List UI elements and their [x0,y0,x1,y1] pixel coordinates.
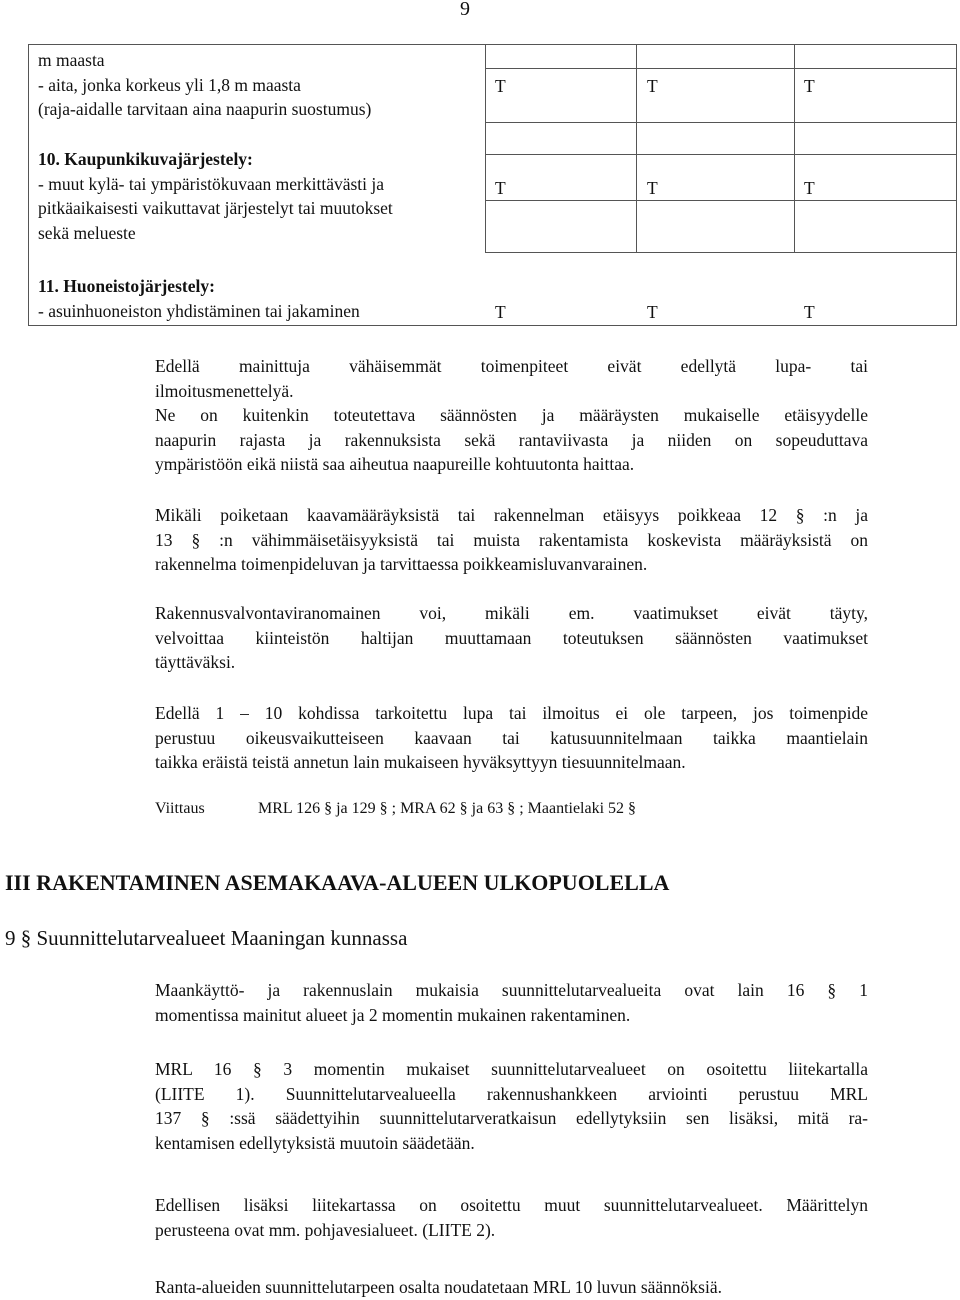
row3-line: - asuinhuoneiston yhdistäminen tai jakaminen [38,300,360,321]
p4-line-1: Rakennusvalvontaviranomainen voi, mikäli em. vaatimukset eivät täyty, [155,603,868,623]
row2-title: 10. Kaupunkikuvajärjestely: [38,149,253,169]
p2-line-1: Ne on kuitenkin toteutettava säännösten ja määräysten mukaiselle etäisyydelle [155,405,868,425]
paragraph-deviation [155,503,868,577]
s4-line: Ranta-alueiden suunnittelutarpeen osalta noudatetaan MRL 10 luvun säännöksiä. [155,1277,722,1297]
paragraph-appendix-1 [155,1057,868,1155]
section-heading: III RAKENTAMINEN ASEMAKAAVA-ALUEEN ULKOPUOLELLA [5,870,670,895]
row2-mark-1: T [495,178,506,198]
row1-mark-1: T [495,76,506,96]
row3-mark-3: T [804,302,815,322]
row2-mark-2: T [647,178,658,198]
paragraph-exemption [155,701,868,775]
row1-mark-2: T [647,76,658,96]
row2-line-1: - muut kylä- tai ympäristökuvaan merkittävästi ja [38,173,385,194]
paragraph-appendix-2 [155,1193,868,1242]
s3-line-2: perusteena ovat mm. pohjavesialueet. (LIITE 2). [155,1219,496,1240]
row3-mark-2: T [647,302,658,322]
s2-line-2: (LIITE 1). Suunnittelutarvealueella rakennushankkeen arviointi perustuu MRL [155,1083,868,1104]
row1-mark-3: T [804,76,815,96]
row2-line-3: sekä melueste [38,222,136,243]
p1-line-1: Edellä mainittuja vähäisemmät toimenpiteet eivät edellytä lupa- tai [155,356,868,376]
row3-mark-1: T [495,302,506,322]
row3-text [38,274,360,323]
s2-line-4: kentamisen edellytyksistä muutoin säädetään. [155,1132,475,1153]
subsection-heading: 9 § Suunnittelutarvealueet Maaningan kunnassa [5,926,408,950]
row1-line-1: m maasta [38,50,105,70]
row1-line-3: (raja-aidalle tarvitaan aina naapurin suostumus) [38,99,372,119]
row2-text [38,147,393,245]
p5-line-2: perustuu oikeusvaikutteiseen kaavaan tai katusuunnitelmaan taikka maantielain [155,727,868,748]
s2-line-1: MRL 16 § 3 momentin mukaiset suunnittelutarvealueet on osoitettu liitekartalla [155,1059,868,1079]
p3-line-2: 13 § :n vähimmäisetäisyyksistä tai muista rakentamista koskevista määräyksistä on [155,529,868,550]
p1-line-2: ilmoitusmenettelyä. [155,380,294,401]
reference-label: Viittaus [155,800,205,817]
row2-mark-3: T [804,178,815,198]
row2-line-2: pitkäaikaisesti vaikuttavat järjestelyt tai muutokset [38,198,393,218]
s2-line-3: 137 § :ssä säädettyihin suunnittelutarveratkaisun edellytyksiin sen lisäksi, mitä ra- [155,1108,868,1128]
s1-line-2: momentissa mainitut alueet ja 2 momentin mukainen rakentaminen. [155,1004,631,1025]
row1-text [38,48,371,122]
permit-table [28,44,957,326]
paragraph-shoreline [155,1275,868,1300]
paragraph-distance-requirements [155,403,868,477]
s3-line-1: Edellisen lisäksi liitekartassa on osoitettu muut suunnittelutarvealueet. Määrittelyn [155,1195,868,1215]
p3-line-3: rakennelma toimenpideluvan ja tarvittaessa poikkeamisluvanvarainen. [155,554,648,574]
p5-line-3: taikka eräistä teistä annetun lain mukaiseen hyväksyttyyn tiesuunnitelmaan. [155,752,686,772]
page-number: 9 [460,0,470,20]
p4-line-2: velvoittaa kiinteistön haltijan muuttamaan toteutuksen säännösten vaatimukset [155,627,868,648]
paragraph-planning-need-areas [155,978,868,1027]
paragraph-authority [155,601,868,675]
p3-line-1: Mikäli poiketaan kaavamääräyksistä tai rakennelman etäisyys poikkeaa 12 § :n ja [155,505,868,525]
p4-line-3: täyttäväksi. [155,652,236,672]
paragraph-minor-measures [155,354,868,403]
p2-line-3: ympäristöön eikä niistä saa aiheutua naapureille kohtuutonta haittaa. [155,454,635,474]
row1-line-2: - aita, jonka korkeus yli 1,8 m maasta [38,74,301,95]
row3-title: 11. Huoneistojärjestely: [38,276,215,296]
p5-line-1: Edellä 1 – 10 kohdissa tarkoitettu lupa tai ilmoitus ei ole tarpeen, jos toimenpide [155,703,868,723]
s1-line-1: Maankäyttö- ja rakennuslain mukaisia suunnittelutarvealueita ovat lain 16 § 1 [155,980,868,1000]
reference-text: MRL 126 § ja 129 § ; MRA 62 § ja 63 § ; Maantielaki 52 § [258,800,637,817]
p2-line-2: naapurin rajasta ja rakennuksista sekä rantaviivasta ja niiden on sopeuduttava [155,429,868,450]
